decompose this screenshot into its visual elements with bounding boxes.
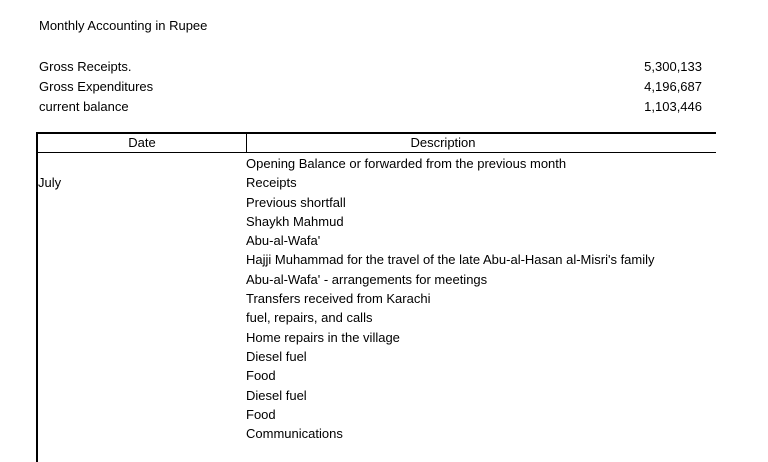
summary-label: current balance — [39, 99, 129, 114]
row-description: Food — [246, 406, 276, 422]
row-description: Previous shortfall — [246, 194, 346, 210]
ledger-table — [36, 132, 716, 462]
summary-value: 1,103,446 — [644, 99, 702, 114]
row-description: Receipts — [246, 175, 297, 191]
table-row — [38, 405, 716, 424]
table-row — [38, 347, 716, 366]
summary-label: Gross Receipts. — [39, 59, 132, 74]
table-row — [38, 308, 716, 327]
row-description: Communications — [246, 426, 343, 442]
table-row — [38, 270, 716, 289]
table-row — [38, 289, 716, 308]
table-row — [38, 193, 716, 212]
summary-value: 4,196,687 — [644, 79, 702, 94]
row-description: Abu-al-Wafa' — [246, 233, 321, 249]
row-description: Transfers received from Karachi — [246, 291, 431, 307]
header-rule — [38, 152, 716, 153]
header-description: Description — [410, 135, 476, 150]
summary-section — [39, 57, 702, 117]
row-description: Food — [246, 368, 276, 384]
header-date: Date — [128, 135, 156, 150]
table-row — [38, 231, 716, 250]
table-row — [38, 386, 716, 405]
row-description: fuel, repairs, and calls — [246, 310, 373, 326]
summary-row-gross-receipts — [39, 57, 702, 77]
row-date: July — [38, 175, 62, 191]
row-description: Diesel fuel — [246, 348, 307, 364]
document-title: Monthly Accounting in Rupee — [39, 18, 208, 33]
table-row — [38, 250, 716, 269]
table-row — [38, 173, 716, 192]
row-description: Diesel fuel — [246, 387, 307, 403]
row-description: Home repairs in the village — [246, 329, 400, 345]
row-description: Hajji Muhammad for the travel of the late Abu-al-Hasan al-Misri's family — [246, 252, 655, 268]
table-row — [38, 328, 716, 347]
table-row — [38, 366, 716, 385]
table-row — [38, 424, 716, 443]
summary-label: Gross Expenditures — [39, 79, 154, 94]
table-row — [38, 154, 716, 173]
row-description: Opening Balance or forwarded from the previous month — [246, 156, 567, 171]
table-body — [38, 154, 716, 443]
row-description: Shaykh Mahmud — [246, 213, 344, 229]
summary-row-gross-expenditures — [39, 77, 702, 97]
row-description: Abu-al-Wafa' - arrangements for meetings — [246, 271, 488, 287]
summary-value: 5,300,133 — [644, 59, 702, 74]
summary-row-current-balance — [39, 97, 702, 117]
table-row — [38, 212, 716, 231]
